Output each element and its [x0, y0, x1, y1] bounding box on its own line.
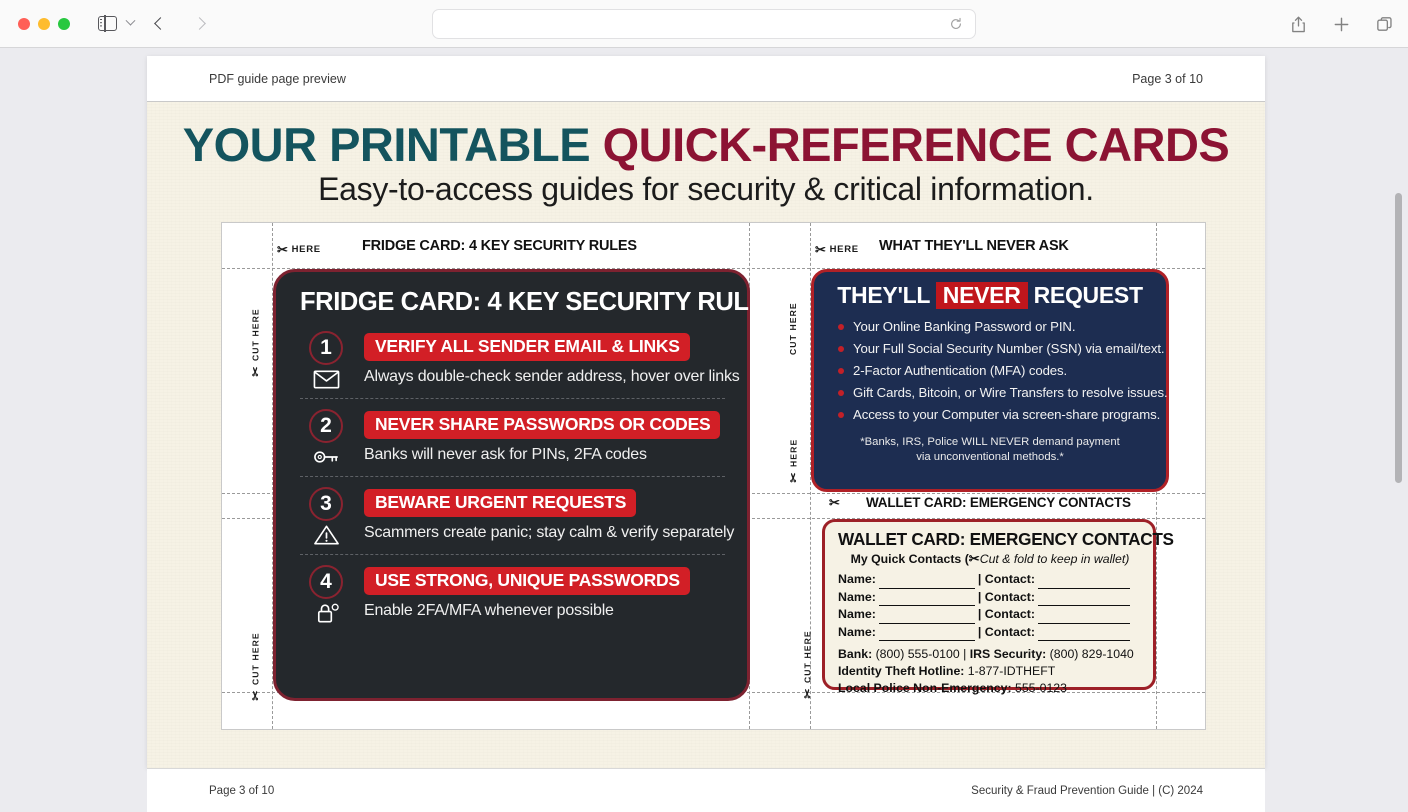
- page-title: [147, 120, 1265, 169]
- navigation-arrows[interactable]: [156, 19, 204, 28]
- contact-blank-line[interactable]: [1038, 629, 1130, 641]
- minimize-window-button[interactable]: [38, 18, 50, 30]
- navy-card-title: [828, 282, 1152, 309]
- caption-fridge-card: FRIDGE CARD: 4 KEY SECURITY RULES: [362, 238, 637, 254]
- forward-arrow-icon[interactable]: [193, 17, 206, 30]
- rule-number: 4: [309, 565, 343, 599]
- vertical-scrollbar[interactable]: [1395, 193, 1402, 483]
- pdf-footer: [147, 768, 1265, 812]
- page-subtitle: Easy-to-access guides for security & critical information.: [318, 171, 1094, 208]
- name-label: Name:: [838, 607, 876, 622]
- emergency-number-row: [838, 663, 1142, 680]
- cut-here-label: HERE: [788, 438, 799, 467]
- rule-number: 1: [309, 331, 343, 365]
- scissors-icon: ✂: [786, 471, 801, 483]
- warning-triangle-icon: [313, 523, 340, 547]
- rule-body: Enable 2FA/MFA whenever possible: [364, 602, 614, 619]
- sidebar-icon[interactable]: [98, 16, 117, 31]
- rule-number: 2: [309, 409, 343, 443]
- vertical-cut-marker-navy-top: [788, 269, 798, 355]
- name-label: Name:: [838, 572, 876, 586]
- vertical-cut-marker-navy-bottom: [788, 403, 799, 483]
- navy-card-footnote: [828, 435, 1152, 466]
- rule-body: Scammers create panic; stay calm & verify separately: [364, 524, 735, 541]
- scissors-icon: ✂: [829, 495, 841, 510]
- share-icon[interactable]: [1289, 15, 1308, 34]
- close-window-button[interactable]: [18, 18, 30, 30]
- rule-body: Banks will never ask for PINs, 2FA codes: [364, 446, 647, 463]
- cut-here-label: CUT HERE: [250, 632, 261, 685]
- pdf-header-left-label: PDF guide page preview: [209, 71, 346, 86]
- chevron-down-icon[interactable]: [126, 16, 136, 26]
- rule-body: Always double-check sender address, hover over links: [364, 368, 740, 385]
- name-blank-line[interactable]: [879, 629, 975, 641]
- idtheft-value: 1-877-IDTHEFT: [964, 664, 1056, 679]
- footer-page-number: Page 3 of 10: [209, 784, 275, 797]
- caption-wallet-card: WALLET CARD: EMERGENCY CONTACTS: [866, 495, 1131, 510]
- scissors-icon: ✂: [248, 689, 263, 701]
- wallet-card: [822, 519, 1174, 696]
- scissors-icon: ✂: [248, 365, 263, 377]
- contact-blank-line[interactable]: [1038, 594, 1130, 606]
- toolbar-right-actions: [1289, 0, 1394, 48]
- vertical-cut-marker-left-top: [250, 267, 261, 377]
- irs-label: IRS Security:: [969, 647, 1047, 662]
- rule-badge-group: [300, 331, 352, 391]
- contact-row: [838, 589, 1142, 607]
- pdf-viewer: [0, 48, 1408, 797]
- wallet-card-title: WALLET CARD: EMERGENCY CONTACTS: [838, 529, 1174, 549]
- fridge-card-title: FRIDGE CARD: 4 KEY SECURITY RULES: [300, 288, 782, 316]
- bank-value: (800) 555-0100 |: [872, 647, 970, 662]
- pdf-page: [147, 56, 1265, 797]
- rule-heading: BEWARE URGENT REQUESTS: [364, 489, 636, 517]
- contact-blank-line[interactable]: [1038, 612, 1130, 624]
- name-blank-line[interactable]: [879, 612, 975, 624]
- name-label: Name:: [838, 624, 876, 639]
- rule-content: [364, 331, 740, 391]
- key-icon: [313, 445, 340, 469]
- rule-item: [300, 554, 725, 632]
- list-item: Access to your Computer via screen-share programs.: [838, 404, 1152, 426]
- printable-cards-sheet: [221, 222, 1206, 730]
- rule-number: 3: [309, 487, 343, 521]
- footnote-line-2: via unconventional methods.*: [916, 450, 1064, 463]
- back-arrow-icon[interactable]: [154, 17, 167, 30]
- contact-label: | Contact:: [977, 572, 1036, 586]
- name-blank-line[interactable]: [879, 594, 975, 606]
- contact-row: [838, 571, 1142, 589]
- police-label: Local Police Non-Emergency:: [838, 681, 1012, 696]
- scissors-icon: ✂: [815, 242, 827, 257]
- wallet-card-subtitle: [838, 552, 1142, 566]
- wallet-contact-rows: [838, 571, 1142, 641]
- never-request-card: [811, 269, 1169, 492]
- maximize-window-button[interactable]: [58, 18, 70, 30]
- wallet-subtitle-italic: Cut & fold to keep in wallet): [979, 552, 1130, 566]
- contact-row: [838, 624, 1142, 642]
- cut-here-label: HERE: [291, 244, 321, 255]
- name-blank-line[interactable]: [879, 577, 975, 589]
- list-item: Your Full Social Security Number (SSN) via email/text.: [838, 338, 1152, 360]
- cut-here-label: HERE: [829, 244, 859, 255]
- navy-title-before: THEY'LL: [837, 282, 936, 308]
- address-bar[interactable]: [432, 9, 976, 39]
- list-item: Your Online Banking Password or PIN.: [838, 316, 1152, 338]
- name-label: Name:: [838, 589, 876, 604]
- cut-here-label: CUT HERE: [250, 308, 261, 361]
- window-controls[interactable]: [18, 18, 70, 30]
- emergency-numbers: [838, 646, 1142, 697]
- tab-overview-icon[interactable]: [1375, 15, 1394, 34]
- contact-label: | Contact:: [977, 624, 1036, 639]
- wallet-subtitle-bold: My Quick Contacts (: [850, 552, 969, 566]
- envelope-icon: [313, 367, 340, 391]
- pdf-page-indicator: Page 3 of 10: [1132, 71, 1203, 86]
- pdf-header: [147, 56, 1265, 102]
- cut-here-mark-fridge: [277, 243, 321, 256]
- navy-title-highlight: NEVER: [936, 282, 1028, 309]
- navy-title-after: REQUEST: [1027, 282, 1143, 308]
- lock-icon: [313, 601, 340, 625]
- contact-row: [838, 606, 1142, 624]
- police-value: 555-0123: [1011, 681, 1067, 696]
- contact-blank-line[interactable]: [1038, 577, 1130, 589]
- vertical-cut-marker-wallet: [802, 603, 813, 699]
- page-title-part2: QUICK-REFERENCE CARDS: [602, 118, 1230, 171]
- cut-here-mark-wallet: [829, 496, 841, 509]
- sidebar-toggle-group[interactable]: [98, 16, 134, 31]
- fridge-card: [273, 269, 782, 701]
- caption-never-ask-card: WHAT THEY'LL NEVER ASK: [879, 238, 1069, 254]
- hero-section: [147, 102, 1265, 208]
- cut-here-label: CUT HERE: [802, 630, 813, 683]
- footnote-line-1: *Banks, IRS, Police WILL NEVER demand payment: [860, 435, 1120, 448]
- rule-item: [300, 398, 725, 476]
- rule-item: [300, 331, 740, 398]
- rule-item: [300, 476, 735, 554]
- scissors-icon: ✂: [277, 242, 289, 257]
- rule-content: [364, 487, 734, 547]
- scissors-icon: ✂: [968, 551, 980, 566]
- rule-heading: NEVER SHARE PASSWORDS OR CODES: [364, 411, 720, 439]
- contact-label: | Contact:: [977, 589, 1036, 604]
- reload-icon[interactable]: [949, 17, 963, 31]
- emergency-number-row: [838, 680, 1142, 697]
- rule-content: [364, 409, 725, 469]
- rule-badge-group: [300, 565, 352, 625]
- irs-value: (800) 829-1040: [1046, 647, 1134, 662]
- scissors-icon: ✂: [800, 687, 815, 699]
- never-request-list: [828, 316, 1168, 426]
- rule-badge-group: [300, 409, 352, 469]
- idtheft-label: Identity Theft Hotline:: [838, 664, 965, 679]
- rule-heading: USE STRONG, UNIQUE PASSWORDS: [364, 567, 690, 595]
- footer-copyright: Security & Fraud Prevention Guide | (C) 2024: [971, 784, 1203, 797]
- vertical-cut-marker-left-bottom: [250, 601, 261, 701]
- list-item: 2-Factor Authentication (MFA) codes.: [838, 360, 1152, 382]
- page-title-part1: YOUR PRINTABLE: [182, 118, 603, 171]
- rule-heading: VERIFY ALL SENDER EMAIL & LINKS: [364, 333, 690, 361]
- list-item: Gift Cards, Bitcoin, or Wire Transfers to resolve issues.: [838, 382, 1152, 404]
- cut-here-label: CUT HERE: [788, 302, 798, 355]
- contact-label: | Contact:: [977, 607, 1036, 622]
- bank-label: Bank:: [838, 647, 873, 662]
- rule-content: [364, 565, 725, 625]
- pdf-paper-body: [147, 102, 1265, 768]
- new-tab-plus-icon[interactable]: [1332, 15, 1351, 34]
- emergency-number-row: [838, 646, 1142, 663]
- browser-toolbar: [0, 0, 1408, 48]
- rule-badge-group: [300, 487, 352, 547]
- cut-here-mark-never-ask: [815, 243, 859, 256]
